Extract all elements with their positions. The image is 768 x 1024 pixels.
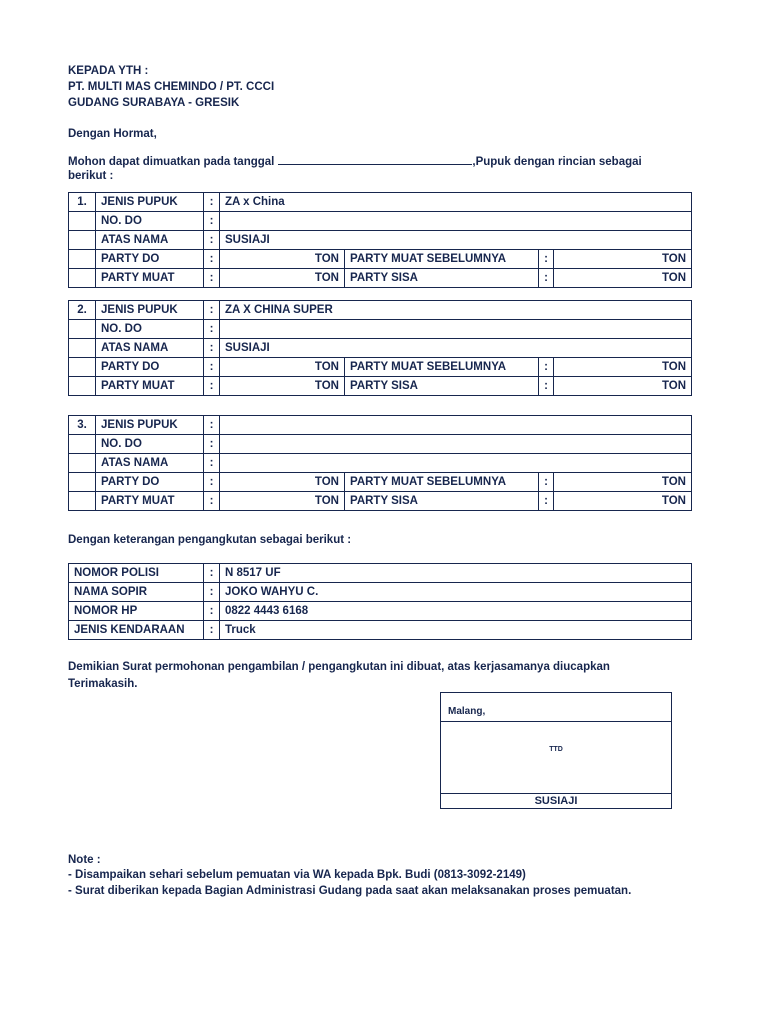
colon: : bbox=[204, 602, 220, 621]
colon: : bbox=[204, 492, 220, 511]
jenis-pupuk-label: JENIS PUPUK bbox=[96, 193, 204, 212]
party-muat-sebelumnya-label: PARTY MUAT SEBELUMNYA bbox=[345, 250, 539, 269]
party-do-label: PARTY DO bbox=[96, 250, 204, 269]
signature-place: Malang, bbox=[448, 706, 486, 717]
nama-sopir-value: JOKO WAHYU C. bbox=[220, 583, 692, 602]
party-muat-label: PARTY MUAT bbox=[96, 377, 204, 396]
party-do-label: PARTY DO bbox=[96, 358, 204, 377]
no-do-label: NO. DO bbox=[96, 435, 204, 454]
jenis-kendaraan-label: JENIS KENDARAAN bbox=[69, 621, 204, 640]
nomor-hp-label: NOMOR HP bbox=[69, 602, 204, 621]
atas-nama-value bbox=[220, 454, 692, 473]
colon: : bbox=[204, 301, 220, 320]
no-do-value bbox=[220, 212, 692, 231]
atas-nama-label: ATAS NAMA bbox=[96, 339, 204, 358]
party-sisa-unit: TON bbox=[554, 492, 692, 511]
party-do-unit: TON bbox=[220, 473, 345, 492]
note-item-2: - Surat diberikan kepada Bagian Administrasi Gudang pada saat akan melaksanakan proses pemuatan. bbox=[68, 885, 632, 897]
no-do-label: NO. DO bbox=[96, 212, 204, 231]
nama-sopir-label: NAMA SOPIR bbox=[69, 583, 204, 602]
transport-table bbox=[68, 563, 692, 640]
colon: : bbox=[539, 492, 554, 511]
note-title: Note : bbox=[68, 854, 101, 866]
party-muat-unit: TON bbox=[220, 377, 345, 396]
request-before-blank: Mohon dapat dimuatkan pada tanggal bbox=[68, 156, 275, 168]
colon: : bbox=[204, 358, 220, 377]
closing-line-2: Terimakasih. bbox=[68, 678, 138, 690]
party-muat-sebelumnya-unit: TON bbox=[554, 250, 692, 269]
jenis-pupuk-value: ZA X CHINA SUPER bbox=[220, 301, 692, 320]
party-muat-unit: TON bbox=[220, 492, 345, 511]
colon: : bbox=[204, 416, 220, 435]
item-table-1 bbox=[68, 192, 692, 288]
colon: : bbox=[204, 231, 220, 250]
party-muat-sebelumnya-label: PARTY MUAT SEBELUMNYA bbox=[345, 358, 539, 377]
no-do-value bbox=[220, 320, 692, 339]
colon: : bbox=[204, 473, 220, 492]
party-muat-label: PARTY MUAT bbox=[96, 492, 204, 511]
colon: : bbox=[539, 269, 554, 288]
party-muat-sebelumnya-unit: TON bbox=[554, 473, 692, 492]
colon: : bbox=[539, 358, 554, 377]
signature-ttd: TTD bbox=[549, 746, 563, 753]
date-blank bbox=[278, 153, 472, 165]
nomor-polisi-label: NOMOR POLISI bbox=[69, 564, 204, 583]
jenis-pupuk-label: JENIS PUPUK bbox=[96, 416, 204, 435]
party-muat-sebelumnya-unit: TON bbox=[554, 358, 692, 377]
party-muat-label: PARTY MUAT bbox=[96, 269, 204, 288]
colon: : bbox=[204, 339, 220, 358]
request-after-blank: ,Pupuk dengan rincian sebagai bbox=[472, 156, 642, 168]
nomor-hp-value: 0822 4443 6168 bbox=[220, 602, 692, 621]
colon: : bbox=[204, 320, 220, 339]
nomor-polisi-value: N 8517 UF bbox=[220, 564, 692, 583]
signature-name: SUSIAJI bbox=[441, 793, 671, 808]
no-do-label: NO. DO bbox=[96, 320, 204, 339]
request-line-2: berikut : bbox=[68, 170, 114, 182]
atas-nama-value: SUSIAJI bbox=[220, 339, 692, 358]
party-muat-sebelumnya-label: PARTY MUAT SEBELUMNYA bbox=[345, 473, 539, 492]
jenis-pupuk-label: JENIS PUPUK bbox=[96, 301, 204, 320]
colon: : bbox=[539, 250, 554, 269]
jenis-pupuk-value bbox=[220, 416, 692, 435]
recipient-line-1: KEPADA YTH : bbox=[68, 65, 149, 77]
greeting: Dengan Hormat, bbox=[68, 128, 157, 140]
colon: : bbox=[539, 473, 554, 492]
item-number: 1. bbox=[69, 193, 96, 212]
party-sisa-unit: TON bbox=[554, 377, 692, 396]
colon: : bbox=[204, 193, 220, 212]
party-sisa-label: PARTY SISA bbox=[345, 492, 539, 511]
item-table-3 bbox=[68, 415, 692, 511]
atas-nama-label: ATAS NAMA bbox=[96, 231, 204, 250]
party-do-unit: TON bbox=[220, 358, 345, 377]
colon: : bbox=[204, 250, 220, 269]
colon: : bbox=[204, 454, 220, 473]
colon: : bbox=[204, 621, 220, 640]
colon: : bbox=[204, 212, 220, 231]
colon: : bbox=[204, 269, 220, 288]
request-line-1 bbox=[68, 153, 698, 170]
atas-nama-label: ATAS NAMA bbox=[96, 454, 204, 473]
closing-line-1: Demikian Surat permohonan pengambilan / pengangkutan ini dibuat, atas kerjasamanya diucapkan bbox=[68, 661, 610, 673]
party-muat-unit: TON bbox=[220, 269, 345, 288]
note-item-1: - Disampaikan sehari sebelum pemuatan via WA kepada Bpk. Budi (0813-3092-2149) bbox=[68, 869, 526, 881]
colon: : bbox=[204, 377, 220, 396]
colon: : bbox=[204, 564, 220, 583]
party-sisa-label: PARTY SISA bbox=[345, 377, 539, 396]
jenis-pupuk-value: ZA x China bbox=[220, 193, 692, 212]
party-do-label: PARTY DO bbox=[96, 473, 204, 492]
item-table-2 bbox=[68, 300, 692, 396]
signature-box bbox=[440, 692, 672, 809]
no-do-value bbox=[220, 435, 692, 454]
party-sisa-unit: TON bbox=[554, 269, 692, 288]
item-number: 3. bbox=[69, 416, 96, 435]
party-do-unit: TON bbox=[220, 250, 345, 269]
signature-place-row bbox=[441, 693, 671, 722]
atas-nama-value: SUSIAJI bbox=[220, 231, 692, 250]
transport-intro: Dengan keterangan pengangkutan sebagai berikut : bbox=[68, 534, 352, 546]
party-sisa-label: PARTY SISA bbox=[345, 269, 539, 288]
item-number: 2. bbox=[69, 301, 96, 320]
colon: : bbox=[204, 583, 220, 602]
colon: : bbox=[539, 377, 554, 396]
colon: : bbox=[204, 435, 220, 454]
jenis-kendaraan-value: Truck bbox=[220, 621, 692, 640]
recipient-line-2: PT. MULTI MAS CHEMINDO / PT. CCCI bbox=[68, 81, 275, 93]
recipient-line-3: GUDANG SURABAYA - GRESIK bbox=[68, 97, 240, 109]
